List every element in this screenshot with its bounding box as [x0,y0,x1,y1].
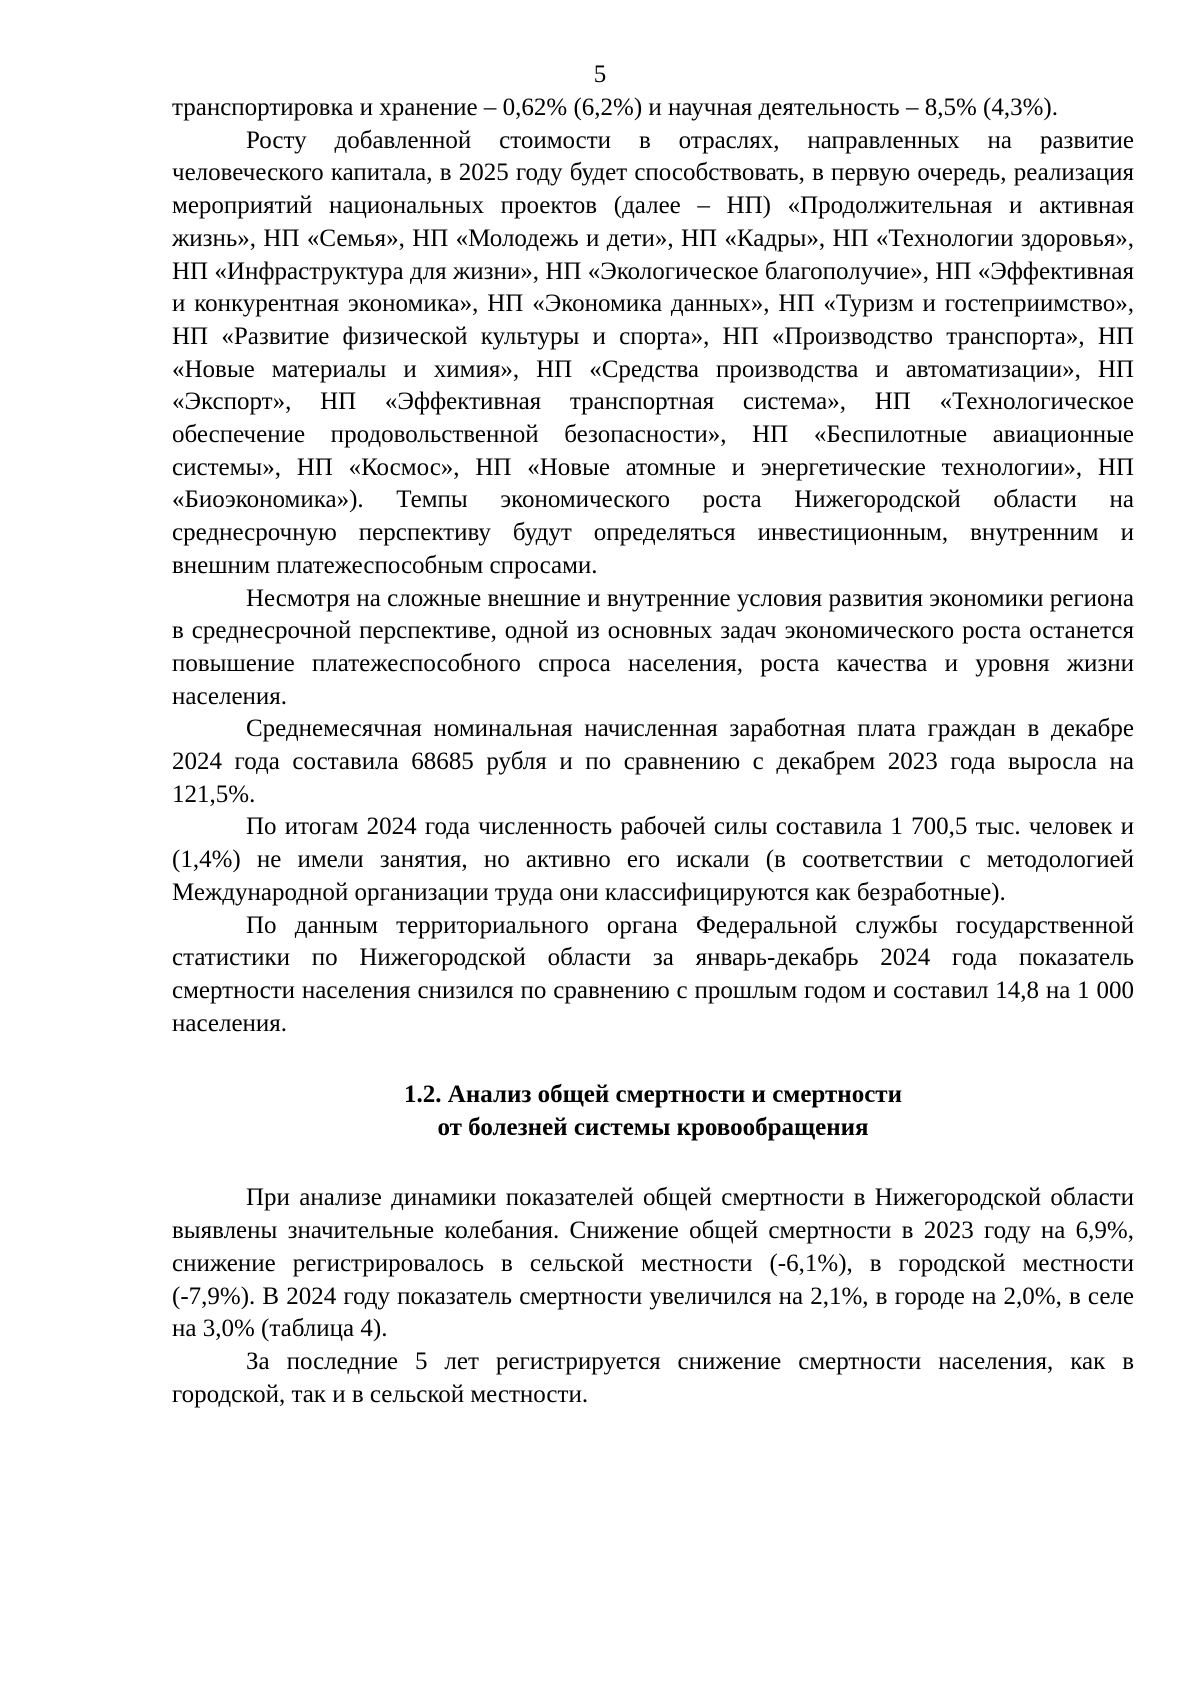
document-body [172,92,1134,1411]
paragraph-mortality-rate: По данным территориального органа Федеральной службы государственной статистики по Нижегородской области за январь-декабрь 2024 года показатель смертности населения снизился по сравнению с прошлым годом и составил 14,8 на 1 000 населения. [172,911,1134,1037]
paragraph-continuation: транспортировка и хранение – 0,62% (6,2%) и научная деятельность – 8,5% (4,3%). [172,94,1058,121]
section-heading-line-2: от болезней системы кровообращения [437,1114,869,1142]
paragraph-mortality-dynamics: При анализе динамики показателей общей смертности в Нижегородской области выявлены значительные колебания. Снижение общей смертности в 2023 году на 6,9%, снижение регистрировалось в сельской местности (-6,1%), в городской местности (-7,9%). В 2024 году показатель смертности увеличился на 2,1%, в городе на 2,0%, в селе на 3,0% (таблица 4). [172,1184,1134,1343]
paragraph-average-salary: Среднемесячная номинальная начисленная заработная плата граждан в декабре 2024 года составила 68685 рубля и по сравнению с декабрем 2023 года выросла на 121,5%. [172,715,1134,808]
paragraph-national-projects: Росту добавленной стоимости в отраслях, направленных на развитие человеческого капитала, в 2025 году будет способствовать, в первую очередь, реализация мероприятий национальных проектов (далее – НП) «Продолжительная и активная жизнь», НП «Семья», НП «Молодежь и дети», НП «Кадры», НП «Технологии здоровья», НП «Инфраструктура для жизни», НП «Экологическое благополучие», НП «Эффективная и конкурентная экономика», НП «Экономика данных», НП «Туризм и гостеприимство», НП «Развитие физической культуры и спорта», НП «Производство транспорта», НП «Новые материалы и химия», НП «Средства производства и автоматизации», НП «Экспорт», НП «Эффективная транспортная система», НП «Технологическое обеспечение продовольственной безопасности», НП «Беспилотные авиационные системы», НП «Космос», НП «Новые атомные и энергетические технологии», НП «Биоэкономика»). Темпы экономического роста Нижегородской области на среднесрочную перспективу будут определяться инвестиционным, внутренним и внешним платежеспособным спросами. [172,126,1134,579]
section-heading-line-1: 1.2. Анализ общей смертности и смертности [404,1081,902,1109]
section-heading [172,1078,1134,1144]
paragraph-labor-force: По итогам 2024 года численность рабочей силы составила 1 700,5 тыс. человек и (1,4%) не имели занятия, но активно его искали (в соответствии с методологией Международной организации труда они классифицируются как безработные). [172,813,1134,906]
page-number: 5 [593,61,607,88]
paragraph-five-year-trend: За последние 5 лет регистрируется снижение смертности населения, как в городской, так и в сельской местности. [172,1347,1134,1408]
paragraph-economic-growth: Несмотря на сложные внешние и внутренние условия развития экономики региона в среднесрочной перспективе, одной из основных задач экономического роста останется повышение платежеспособного спроса населения, роста качества и уровня жизни населения. [172,584,1134,710]
